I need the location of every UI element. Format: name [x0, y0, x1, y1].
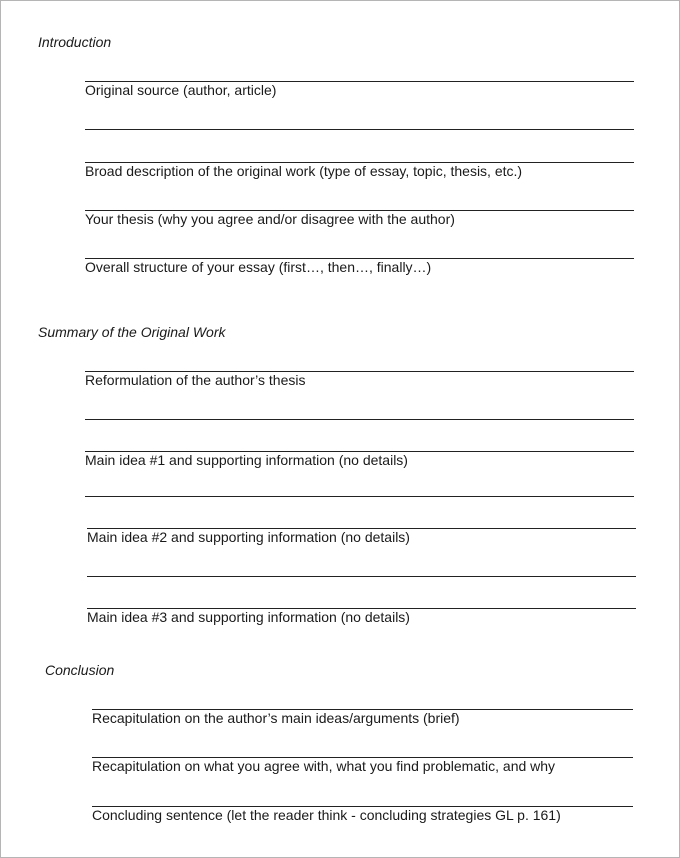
- introduction-heading: Introduction: [38, 34, 112, 50]
- intro-item-overall-structure: Overall structure of your essay (first…, then…, finally…): [85, 259, 432, 275]
- writing-line: [85, 496, 634, 497]
- writing-line: [87, 576, 636, 577]
- conclusion-item-recap-main-ideas: Recapitulation on the author’s main ideas/arguments (brief): [92, 710, 460, 726]
- writing-line: [85, 129, 634, 130]
- summary-heading: Summary of the Original Work: [38, 324, 226, 340]
- intro-item-your-thesis: Your thesis (why you agree and/or disagree with the author): [85, 211, 455, 227]
- intro-item-original-source: Original source (author, article): [85, 82, 277, 98]
- intro-item-broad-description: Broad description of the original work (type of essay, topic, thesis, etc.): [85, 163, 523, 179]
- conclusion-item-concluding-sentence: Concluding sentence (let the reader think - concluding strategies GL p. 161): [92, 807, 561, 823]
- summary-item-main-idea-1: Main idea #1 and supporting information (no details): [85, 452, 408, 468]
- conclusion-heading: Conclusion: [45, 662, 115, 678]
- summary-item-main-idea-2: Main idea #2 and supporting information (no details): [87, 529, 410, 545]
- summary-item-main-idea-3: Main idea #3 and supporting information (no details): [87, 609, 410, 625]
- conclusion-item-recap-agree: Recapitulation on what you agree with, what you find problematic, and why: [92, 758, 556, 774]
- summary-item-reformulation: Reformulation of the author’s thesis: [85, 372, 306, 388]
- writing-line: [85, 419, 634, 420]
